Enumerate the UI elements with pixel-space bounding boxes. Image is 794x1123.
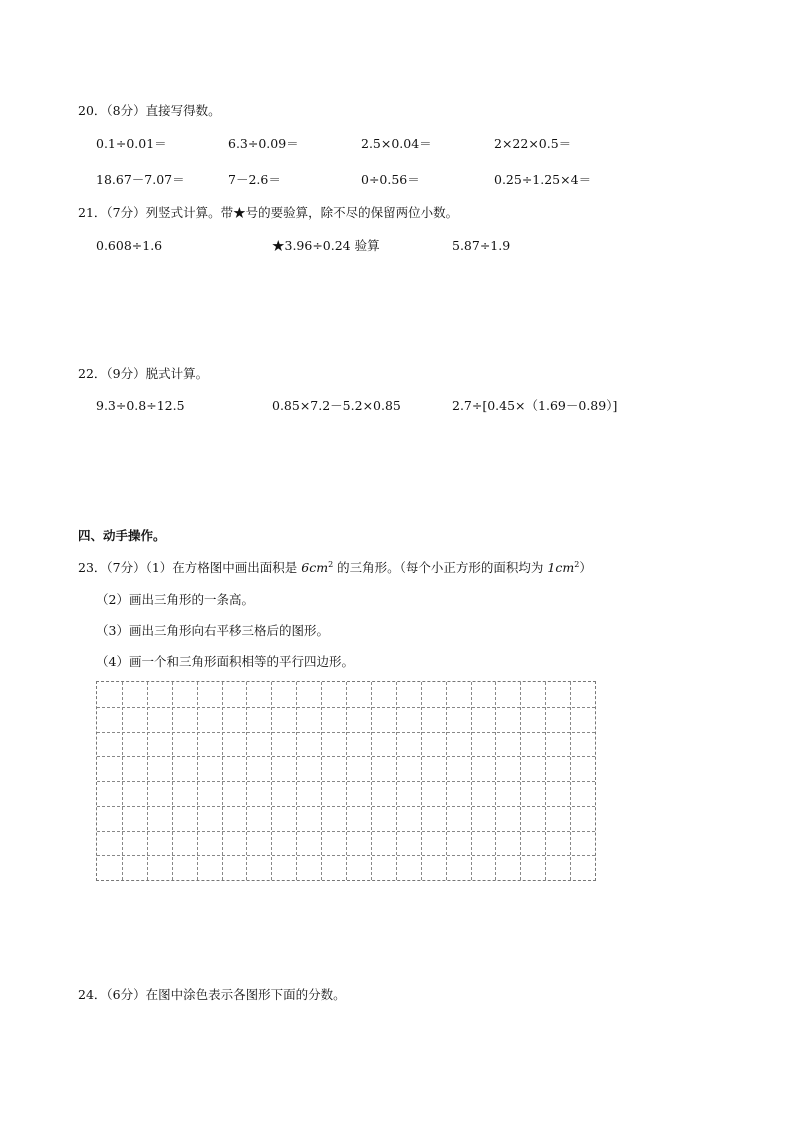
q20-r1-c2: 6.3÷0.09＝ xyxy=(228,136,299,151)
q23-unit-area-sup: 2 xyxy=(574,559,580,569)
q21-title: 21．（7分）列竖式计算。带★号的要验算，除不尽的保留两位小数。 xyxy=(78,205,459,220)
q21-item-2: ★3.96÷0.24 验算 xyxy=(272,238,380,253)
q20-r1-c1: 0.1÷0.01＝ xyxy=(96,136,167,151)
q22-title: 22．（9分）脱式计算。 xyxy=(78,366,209,381)
q23-sub4: （4）画一个和三角形面积相等的平行四边形。 xyxy=(96,654,354,669)
q20-r2-c4: 0.25÷1.25×4＝ xyxy=(494,172,592,187)
q23-title-mid: 的三角形。（每个小正方形的面积均为 xyxy=(333,560,548,575)
q20-r2-c2: 7－2.6＝ xyxy=(228,172,281,187)
q23-area-unit-sup: 2 xyxy=(328,559,334,569)
q22-item-3: 2.7÷[0.45×（1.69－0.89）] xyxy=(452,398,618,413)
q23-unit-area-unit: cm xyxy=(555,560,575,575)
grid-horizontal-line xyxy=(97,781,595,782)
q20-title: 20．（8分）直接写得数。 xyxy=(78,103,221,118)
grid-horizontal-line xyxy=(97,855,595,856)
grid-horizontal-line xyxy=(97,707,595,708)
q20-r2-c1: 18.67－7.07＝ xyxy=(96,172,185,187)
q23-title xyxy=(78,560,592,576)
q20-r2-c3: 0÷0.56＝ xyxy=(361,172,420,187)
q22-item-2: 0.85×7.2－5.2×0.85 xyxy=(272,398,401,413)
q23-title-suffix: ） xyxy=(579,560,592,575)
q23-area-unit: cm xyxy=(309,560,329,575)
q22-item-1: 9.3÷0.8÷12.5 xyxy=(96,398,185,413)
grid-horizontal-line xyxy=(97,732,595,733)
q23-title-prefix: 23．（7分）（1）在方格图中画出面积是 xyxy=(78,560,302,575)
q23-area-value: 6 xyxy=(301,560,310,575)
q23-sub2: （2）画出三角形的一条高。 xyxy=(96,592,254,607)
q21-item-1: 0.608÷1.6 xyxy=(96,238,163,253)
q20-r1-c3: 2.5×0.04＝ xyxy=(361,136,432,151)
grid-horizontal-line xyxy=(97,756,595,757)
q24-title: 24．（6分）在图中涂色表示各图形下面的分数。 xyxy=(78,987,346,1002)
grid-horizontal-line xyxy=(97,831,595,832)
q20-r1-c4: 2×22×0.5＝ xyxy=(494,136,572,151)
q21-item-3: 5.87÷1.9 xyxy=(452,238,511,253)
q23-sub3: （3）画出三角形向右平移三格后的图形。 xyxy=(96,623,329,638)
q23-unit-area-value: 1 xyxy=(547,560,556,575)
drawing-grid[interactable] xyxy=(96,681,596,881)
grid-horizontal-line xyxy=(97,806,595,807)
section-4-title: 四、动手操作。 xyxy=(78,528,166,543)
